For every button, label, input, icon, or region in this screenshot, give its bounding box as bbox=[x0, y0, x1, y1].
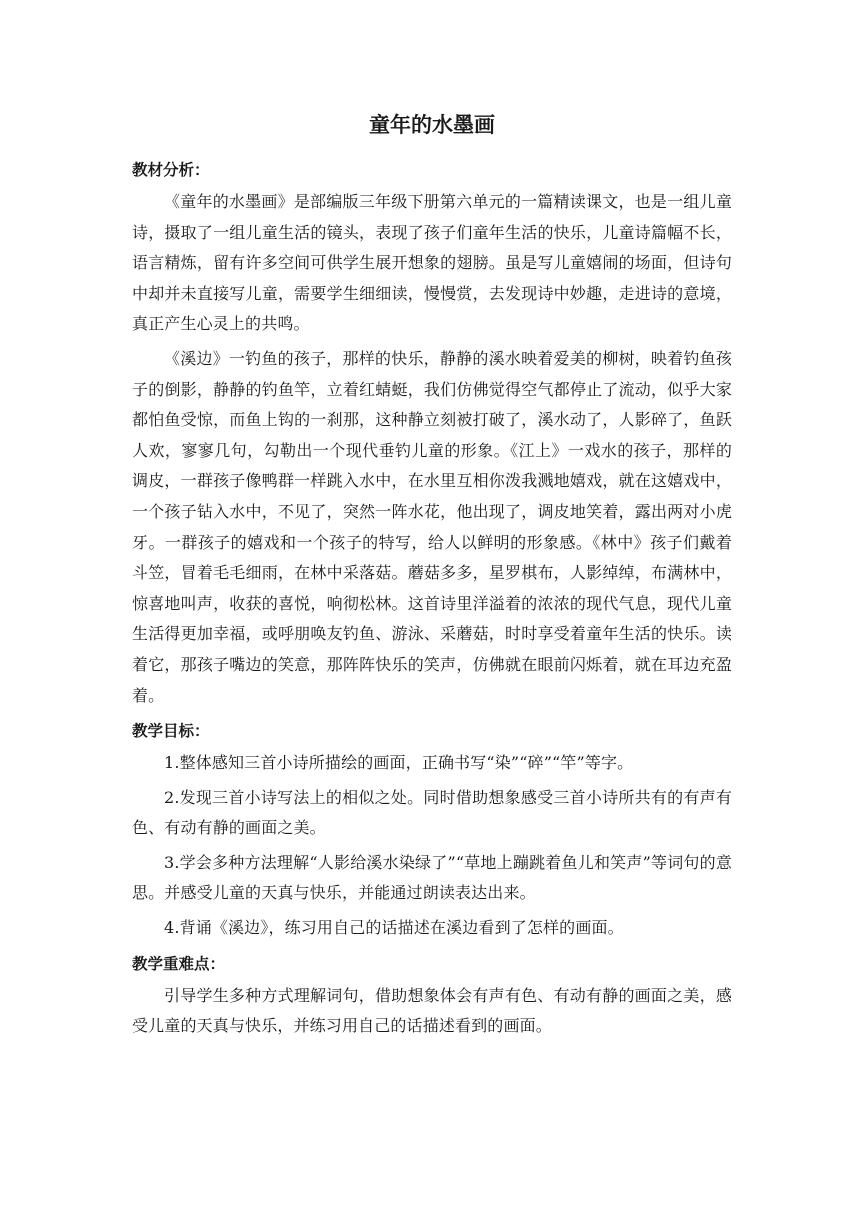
section-heading: 教学重难点： bbox=[132, 954, 226, 973]
section-heading: 教学目标： bbox=[132, 722, 210, 741]
document-title: 童年的水墨画 bbox=[369, 113, 495, 137]
goal-item: 2.发现三首小诗写法上的相似之处。同时借助想象感受三首小诗所共有的有声有色、有动有静的画面之美。 bbox=[132, 787, 732, 838]
paragraph: 《童年的水墨画》是部编版三年级下册第六单元的一篇精读课文，也是一组儿童诗，摄取了一组儿童生活的镜头，表现了孩子们童年生活的快乐，儿童诗篇幅不长，语言精炼，留有许多空间可供学生展开想象的翅膀。虽是写儿童嬉闹的场面，但诗句中却并未直接写儿童，需要学生细细读，慢慢赏，去发现诗中妙趣，走进诗的意境，真正产生心灵上的共鸣。 bbox=[132, 192, 732, 334]
goal-item: 3.学会多种方法理解“人影给溪水染绿了”“草地上蹦跳着鱼儿和笑声”等词句的意思。并感受儿童的天真与快乐，并能通过朗读表达出来。 bbox=[132, 852, 732, 903]
goal-item: 4.背诵《溪边》，练习用自己的话描述在溪边看到了怎样的画面。 bbox=[164, 918, 624, 938]
section-key-points bbox=[132, 950, 732, 1042]
section-textbook-analysis bbox=[132, 156, 732, 711]
section-heading: 教材分析： bbox=[132, 161, 210, 179]
section-teaching-goals bbox=[132, 717, 732, 944]
paragraph: 引导学生多种方式理解词句，借助想象体会有声有色、有动有静的画面之美，感受儿童的天真与快乐，并练习用自己的话描述看到的画面。 bbox=[132, 985, 732, 1036]
goal-item: 1.整体感知三首小诗所描绘的画面，正确书写“染”“碎”“竿”等字。 bbox=[164, 753, 634, 773]
paragraph: 《溪边》一钓鱼的孩子，那样的快乐，静静的溪水映着爱美的柳树，映着钓鱼孩子的倒影，静静的钓鱼竿，立着红蜻蜓，我们仿佛觉得空气都停止了流动，似乎大家都怕鱼受惊，而鱼上钩的一刹那，这种静立刻被打破了，溪水动了，人影碎了，鱼跃人欢，寥寥几句，勾勒出一个现代垂钓儿童的形象。《江上》一戏水的孩子，那样的调皮，一群孩子像鸭群一样跳入水中，在水里互相你泼我溅地嬉戏，就在这嬉戏中，一个孩子钻入水中，不见了，突然一阵水花，他出现了，调皮地笑着，露出两对小虎牙。一群孩子的嬉戏和一个孩子的特写，给人以鲜明的形象感。《林中》孩子们戴着斗笠，冒着毛毛细雨，在林中采落菇。蘑菇多多，星罗棋布，人影绰绰，布满林中，惊喜地叫声，收获的喜悦，响彻松林。这首诗里洋溢着的浓浓的现代气息，现代儿童生活得更加幸福，或呼朋唤友钓鱼、游泳、采蘑菇，时时享受着童年生活的快乐。读着它，那孩子嘴边的笑意，那阵阵快乐的笑声，仿佛就在眼前闪烁着，就在耳边充盈着。 bbox=[132, 348, 732, 705]
